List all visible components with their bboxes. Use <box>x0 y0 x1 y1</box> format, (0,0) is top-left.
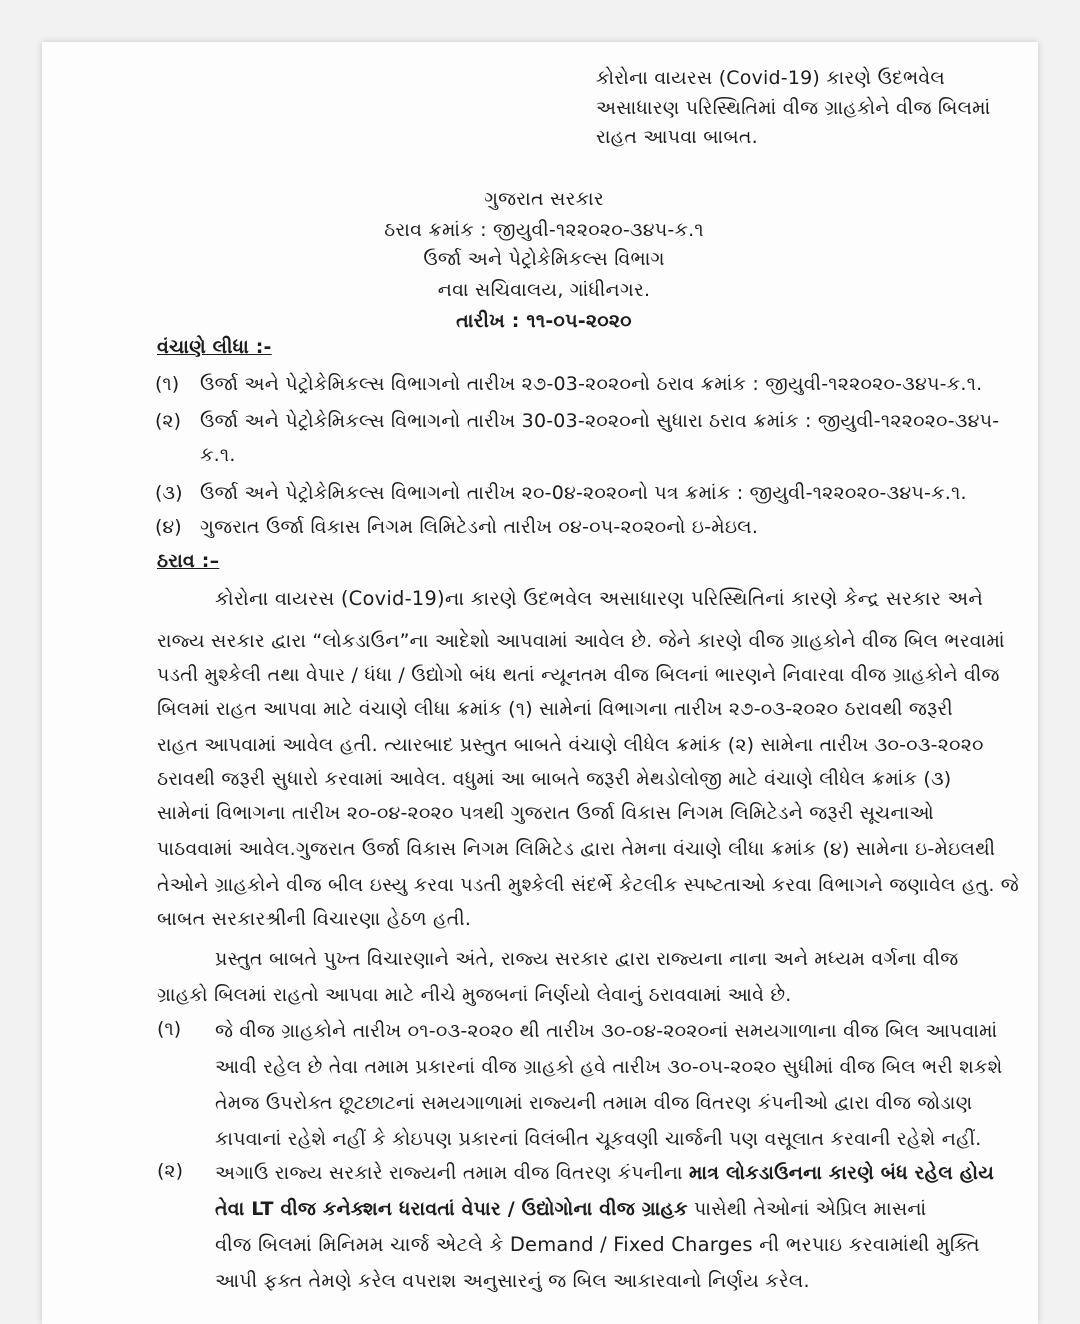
read-item-4: ગુજરાત ઉર્જા વિકાસ નિગમ લિમિટેડનો તારીખ ૦૪-૦૫-૨૦૨૦નો ઇ-મેઇલ. <box>200 516 759 538</box>
read-item-number: (૩) <box>155 482 183 504</box>
read-item-number: (૪) <box>155 516 182 538</box>
read-item-2-cont: ક.૧. <box>200 444 236 466</box>
read-item-2: ઉર્જા અને પેટ્રોકેમિકલ્સ વિભાગનો તારીખ 30-03-૨૦૨૦નો સુધારા ઠરાવ ક્રમાંક : જીયુવી-૧૨૨૦૨૦-૩૪૫- <box>200 410 1000 432</box>
para1-line: કોરોના વાયરસ (Covid-19)ના કારણે ઉદભવેલ અસાધારણ પરિસ્થિતિનાં કારણે કેન્દ્ર સરકાર અને <box>215 587 984 610</box>
read-heading: વંચાણે લીધા :- <box>157 336 272 358</box>
resolution-date: તારીખ : ૧૧-૦૫-૨૦૨૦ <box>456 310 632 332</box>
subject-line-3: રાહત આપવા બાબત. <box>596 126 758 148</box>
decision1-line: આવી રહેલ છે તેવા તમામ પ્રકારનાં વીજ ગ્રાહકો હવે તારીખ ૩૦-૦૫-૨૦૨૦ સુધીમાં વીજ બિલ ભરી શકશે <box>215 1056 1003 1078</box>
decision2-line-3: વીજ બિલમાં મિનિમમ ચાર્જ એટલે કે Demand / Fixed Charges ની ભરપાઇ કરવામાંથી મુક્તિ <box>215 1233 980 1256</box>
address: નવા સચિવાલય, ગાંધીનગર. <box>437 279 651 301</box>
resolution-heading: ઠરાવ :– <box>157 550 220 572</box>
para2-line: ગ્રાહકો બિલમાં રાહતો આપવા માટે નીચે મુજબનાં નિર્ણયો લેવાનું ઠરાવવામાં આવે છે. <box>157 984 792 1006</box>
decision2-text: અગાઉ રાજ્ય સરકારે રાજ્યની તમામ વીજ વિતરણ કંપનીના <box>215 1162 689 1184</box>
decision2-line-4: આપી ફક્ત તેમણે કરેલ વપરાશ અનુસારનું જ બિલ આકારવાનો નિર્ણય કરેલ. <box>215 1270 810 1292</box>
decision1-line: તેમજ ઉપરોક્ત છૂટછાટનાં સમયગાળામાં રાજ્યની તમામ વીજ વિતરણ કંપનીઓ દ્વારા વીજ જોડાણ <box>215 1092 973 1114</box>
decision-number: (૨) <box>157 1160 183 1182</box>
decision2-bold-text: માત્ર લોકડાઉનના કારણે બંધ રહેલ હોય <box>688 1162 994 1184</box>
para1-line: ઠરાવથી જરૂરી સુધારો કરવામાં આવેલ. વધુમાં આ બાબતે જરૂરી મેથડોલોજી માટે વંચાણે લીધેલ ક્રમાંક (૩) <box>157 768 952 790</box>
read-item-1: ઉર્જા અને પેટ્રોકેમિકલ્સ વિભાગનો તારીખ ૨૭-03-૨૦૨૦નો ઠરાવ ક્રમાંક : જીયુવી-૧૨૨૦૨૦-૩૪૫-ક.૧. <box>200 373 983 395</box>
para2-line: પ્રસ્તુત બાબતે પુખ્ત વિચારણાને અંતે, રાજ્ય સરકાર દ્વારા રાજ્યના નાના અને મધ્યમ વર્ગના વીજ <box>215 948 959 970</box>
para1-line: બિલમાં રાહત આપવા માટે વંચાણે લીધા ક્રમાંક (૧) સામેનાં વિભાગના તારીખ ૨૭-૦૩-૨૦૨૦ ઠરાવથી જરૂરી <box>157 698 953 720</box>
read-item-number: (૧) <box>155 373 180 395</box>
para1-line: રાહત આપવામાં આવેલ હતી. ત્યારબાદ પ્રસ્તુત બાબતે વંચાણે લીધેલ ક્રમાંક (૨) સામેના તારીખ ૩૦-૦૩-૨૦૨૦ <box>157 734 984 756</box>
read-item-number: (૨) <box>155 410 181 432</box>
read-item-3: ઉર્જા અને પેટ્રોકેમિકલ્સ વિભાગનો તારીખ ૨૦-0૪-૨૦૨૦નો પત્ર ક્રમાંક : જીયુવી-૧૨૨૦૨૦-૩૪૫-ક.૧. <box>200 482 967 504</box>
government-name: ગુજરાત સરકાર <box>484 188 604 210</box>
decision2-text: પાસેથી તેઓનાં એપ્રિલ માસનાં <box>687 1198 927 1220</box>
para1-line: રાજ્ય સરકાર દ્વારા “લોકડાઉન”ના આદેશો આપવામાં આવેલ છે. જેને કારણે વીજ ગ્રાહકોને વીજ બિલ ભરવામાં <box>157 630 1005 652</box>
resolution-number: ઠરાવ ક્રમાંક : જીયુવી-૧૨૨૦૨૦-૩૪૫-ક.૧ <box>384 219 704 241</box>
para1-line: તેઓને ગ્રાહકોને વીજ બીલ ઇસ્યુ કરવા પડતી મુશ્કેલી સંદર્ભે કેટલીક સ્પષ્ટતાઓ કરવા વિભાગને જણાવેલ હતુ. જે <box>157 874 1019 896</box>
decision2-line-1 <box>215 1162 994 1184</box>
decision-number: (૧) <box>157 1018 182 1040</box>
subject-line-1: કોરોના વાયરસ (Covid-19) કારણે ઉદભવેલ <box>596 67 945 89</box>
para1-line: પડતી મુશ્કેલી તથા વેપાર / ધંધા / ઉદ્યોગો બંધ થતાં ન્યૂનતમ વીજ બિલનાં ભારણને નિવારવા વીજ ગ્રાહકોને વીજ <box>157 664 1000 686</box>
decision2-line-2 <box>215 1198 926 1220</box>
para1-line: બાબત સરકારશ્રીની વિચારણા હેઠળ હતી. <box>157 908 472 930</box>
para1-line: સામેનાં વિભાગના તારીખ ૨૦-૦૪-૨૦૨૦ પત્રથી ગુજરાત ઉર્જા વિકાસ નિગમ લિમિટેડને જરૂરી સૂચનાઓ <box>157 802 934 824</box>
department-name: ઉર્જા અને પેટ્રોકેમિકલ્સ વિભાગ <box>423 248 665 270</box>
decision1-line: કાપવાનાં રહેશે નહીં કે કોઇપણ પ્રકારનાં વિલંબીત ચૂકવણી ચાર્જની પણ વસૂલાત કરવાની રહેશે નહીં. <box>215 1128 982 1150</box>
decision1-line: જે વીજ ગ્રાહકોને તારીખ ૦૧-૦૩-૨૦૨૦ થી તારીખ ૩૦-૦૪-૨૦૨૦નાં સમયગાળાના વીજ બિલ આપવામાં <box>215 1020 998 1042</box>
subject-line-2: અસાધારણ પરિસ્થિતિમાં વીજ ગ્રાહકોને વીજ બિલમાં <box>596 97 991 119</box>
decision2-bold-text: તેવા LT વીજ કનેક્શન ધરાવતાં વેપાર / ઉદ્યોગોના વીજ ગ્રાહક <box>215 1198 688 1220</box>
para1-line: પાઠવવામાં આવેલ.ગુજરાત ઉર્જા વિકાસ નિગમ લિમિટેડ દ્વારા તેમના વંચાણે લીધા ક્રમાંક (૪) સામેના ઇ-મેઇલથી <box>157 838 996 860</box>
